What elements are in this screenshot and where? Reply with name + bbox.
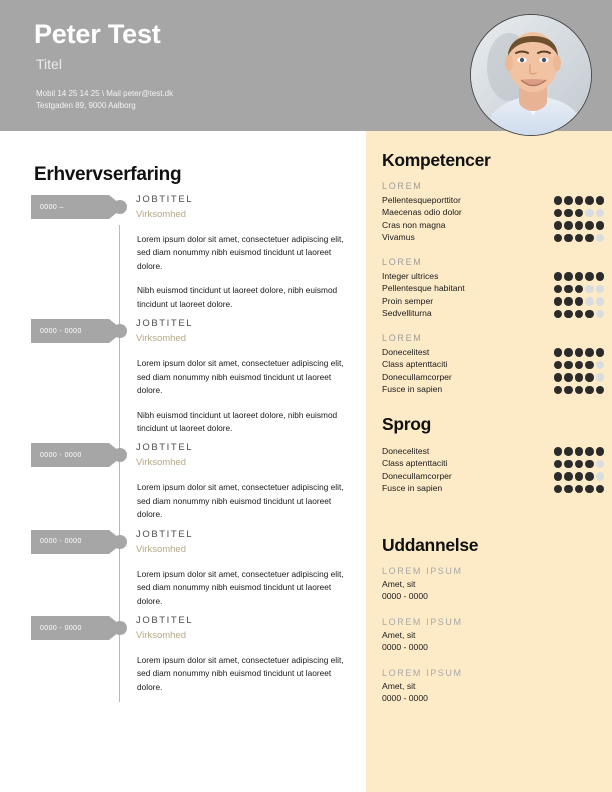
skill-rating-dots <box>554 361 605 370</box>
timeline-node-dot <box>113 621 127 635</box>
skill-row <box>382 483 604 496</box>
skill-row <box>382 470 604 483</box>
skill-row <box>382 346 604 359</box>
skill-name: Fusce in sapien <box>382 483 443 494</box>
skill-name: Donecelitest <box>382 346 430 357</box>
rating-dot-filled <box>564 221 573 230</box>
rating-dot-filled <box>585 472 594 481</box>
rating-dot-filled <box>575 272 584 281</box>
rating-dot-filled <box>575 209 584 218</box>
experience-paragraph: Lorem ipsum dolor sit amet, consectetuer adipiscing elit, sed diam nonummy nibh euismod tincidunt ut laoreet dolore. <box>137 655 344 692</box>
rating-dot-filled <box>554 234 563 243</box>
skill-rating-dots <box>554 447 605 456</box>
skill-rating-dots <box>554 221 605 230</box>
rating-dot-filled <box>564 373 573 382</box>
contact-line-phone-mail: Mobil 14 25 14 25 \ Mail peter@test.dk <box>36 88 174 98</box>
skill-rating-dots <box>554 460 605 469</box>
competence-group <box>382 257 604 320</box>
experience-entry-header <box>0 616 366 646</box>
rating-dot-filled <box>575 485 584 494</box>
rating-dot-empty <box>596 209 605 218</box>
experience-entry-header <box>0 195 366 225</box>
rating-dot-filled <box>585 348 594 357</box>
rating-dot-filled <box>585 373 594 382</box>
date-range-tag <box>31 319 109 343</box>
rating-dot-filled <box>575 348 584 357</box>
skill-name: Integer ultrices <box>382 270 439 281</box>
rating-dot-filled <box>575 196 584 205</box>
skill-row <box>382 458 604 471</box>
experience-entry-titles <box>136 194 193 221</box>
competence-group-label: LOREM <box>382 181 423 191</box>
skill-rating-dots <box>554 285 605 294</box>
rating-dot-filled <box>596 447 605 456</box>
rating-dot-filled <box>585 310 594 319</box>
date-range-label: 0000 – <box>40 203 64 211</box>
languages-group <box>382 445 604 495</box>
rating-dot-filled <box>575 460 584 469</box>
rating-dot-filled <box>564 386 573 395</box>
rating-dot-filled <box>575 285 584 294</box>
skill-name: Class aptenttaciti <box>382 359 448 370</box>
job-title: JOBTITEL <box>136 442 194 454</box>
skill-rating-dots <box>554 272 605 281</box>
rating-dot-filled <box>596 221 605 230</box>
rating-dot-empty <box>585 285 594 294</box>
rating-dot-empty <box>585 297 594 306</box>
skill-name: Class aptenttaciti <box>382 458 448 469</box>
job-title: JOBTITEL <box>136 318 194 330</box>
education-institution-label: LOREM IPSUM <box>382 566 463 576</box>
skill-row <box>382 384 604 397</box>
experience-entry <box>0 195 366 319</box>
skill-rating-dots <box>554 297 605 306</box>
competence-group <box>382 333 604 396</box>
competence-group-label: LOREM <box>382 333 423 343</box>
rating-dot-filled <box>596 272 605 281</box>
skill-row <box>382 270 604 283</box>
skill-row <box>382 359 604 372</box>
education-years: 0000 - 0000 <box>382 591 428 602</box>
skill-name: Cras non magna <box>382 219 446 230</box>
skill-name: Donecelitest <box>382 445 430 456</box>
experience-entry <box>0 319 366 443</box>
experience-paragraph: Lorem ipsum dolor sit amet, consectetuer adipiscing elit, sed diam nonummy nibh euismod tincidunt ut laoreet dolore. <box>137 482 344 520</box>
skill-name: Fusce in sapien <box>382 384 443 395</box>
date-range-label: 0000 - 0000 <box>40 327 82 335</box>
skill-rating-dots <box>554 472 605 481</box>
date-range-label: 0000 - 0000 <box>40 538 82 546</box>
rating-dot-filled <box>596 485 605 494</box>
rating-dot-filled <box>554 361 563 370</box>
rating-dot-filled <box>554 272 563 281</box>
rating-dot-filled <box>554 485 563 494</box>
rating-dot-filled <box>564 460 573 469</box>
experience-entry <box>0 530 366 616</box>
contact-line-address: Testgaden 89, 9000 Aalborg <box>36 101 136 111</box>
rating-dot-filled <box>585 221 594 230</box>
rating-dot-filled <box>585 272 594 281</box>
rating-dot-filled <box>564 209 573 218</box>
rating-dot-filled <box>585 485 594 494</box>
skill-rating-dots <box>554 310 605 319</box>
rating-dot-filled <box>554 285 563 294</box>
competence-group-label: LOREM <box>382 257 423 267</box>
date-range-tag <box>31 530 109 554</box>
rating-dot-empty <box>596 310 605 319</box>
experience-entry-body <box>119 349 366 443</box>
education-place: Amet, sit <box>382 629 416 640</box>
rating-dot-empty <box>585 209 594 218</box>
experience-paragraph: Lorem ipsum dolor sit amet, consectetuer adipiscing elit, sed diam nonummy nibh euismod tincidunt ut laoreet dolore. <box>137 358 344 396</box>
experience-paragraph: Nibh euismod tincidunt ut laoreet dolore, nibh euismod tincidunt ut laoreet dolore. <box>137 409 338 433</box>
rating-dot-filled <box>596 386 605 395</box>
rating-dot-filled <box>585 361 594 370</box>
rating-dot-filled <box>575 310 584 319</box>
rating-dot-filled <box>585 447 594 456</box>
date-range-label: 0000 - 0000 <box>40 624 82 632</box>
rating-dot-empty <box>596 373 605 382</box>
timeline-node-dot <box>113 200 127 214</box>
skill-row <box>382 445 604 458</box>
experience-paragraph: Nibh euismod tincidunt ut laoreet dolore, nibh euismod tincidunt ut laoreet dolore. <box>137 285 338 309</box>
rating-dot-filled <box>575 373 584 382</box>
languages-section-title: Sprog <box>382 414 432 434</box>
rating-dot-filled <box>564 234 573 243</box>
education-place: Amet, sit <box>382 680 416 691</box>
skill-row <box>382 283 604 296</box>
experience-entry-titles <box>136 442 193 469</box>
rating-dot-filled <box>564 348 573 357</box>
timeline-node-dot <box>113 448 127 462</box>
experience-entry-header <box>0 443 366 473</box>
skill-name: Donecullamcorper <box>382 470 452 481</box>
skill-rating-dots <box>554 196 605 205</box>
rating-dot-filled <box>596 196 605 205</box>
contact-info <box>36 88 414 113</box>
rating-dot-filled <box>575 297 584 306</box>
date-range-label: 0000 - 0000 <box>40 451 82 459</box>
rating-dot-filled <box>575 221 584 230</box>
competences-section-title: Kompetencer <box>382 150 491 170</box>
education-entry <box>382 566 604 603</box>
experience-column <box>0 131 366 792</box>
education-section-title: Uddannelse <box>382 535 479 555</box>
skill-row <box>382 308 604 321</box>
timeline-node-dot <box>113 535 127 549</box>
rating-dot-empty <box>596 472 605 481</box>
rating-dot-empty <box>596 361 605 370</box>
page-title: Peter Test <box>34 19 161 49</box>
rating-dot-filled <box>554 221 563 230</box>
header-text-block <box>34 20 414 112</box>
skill-row <box>382 194 604 207</box>
rating-dot-filled <box>575 234 584 243</box>
experience-entry-body <box>119 225 366 319</box>
timeline-node-dot <box>113 324 127 338</box>
skill-row <box>382 207 604 220</box>
company-name: Virksomhed <box>136 457 186 469</box>
sidebar-content <box>382 0 604 719</box>
experience-entry-titles <box>136 318 193 345</box>
company-name: Virksomhed <box>136 333 186 344</box>
rating-dot-filled <box>575 361 584 370</box>
rating-dot-filled <box>585 234 594 243</box>
rating-dot-filled <box>564 485 573 494</box>
experience-entry-body <box>119 560 366 616</box>
education-years: 0000 - 0000 <box>382 642 428 653</box>
skill-rating-dots <box>554 209 605 218</box>
rating-dot-filled <box>585 386 594 395</box>
rating-dot-filled <box>564 297 573 306</box>
experience-entry-titles <box>136 615 193 642</box>
rating-dot-empty <box>596 234 605 243</box>
experience-entry <box>0 616 366 702</box>
experience-entry <box>0 443 366 529</box>
job-title: JOBTITEL <box>136 615 194 626</box>
rating-dot-filled <box>554 310 563 319</box>
skill-name: Vivamus <box>382 232 415 243</box>
job-title: JOBTITEL <box>136 194 194 205</box>
experience-entry-body <box>119 646 366 702</box>
experience-section-title: Erhvervserfaring <box>34 164 182 185</box>
experience-entry-titles <box>136 529 193 556</box>
rating-dot-filled <box>564 361 573 370</box>
skill-row <box>382 371 604 384</box>
skill-name: Proin semper <box>382 295 434 306</box>
rating-dot-empty <box>596 285 605 294</box>
education-entry <box>382 668 604 705</box>
experience-entry-header <box>0 530 366 560</box>
skill-rating-dots <box>554 373 605 382</box>
education-place: Amet, sit <box>382 579 416 589</box>
skill-rating-dots <box>554 348 605 357</box>
date-range-tag <box>31 616 109 640</box>
rating-dot-filled <box>554 196 563 205</box>
competence-group <box>382 181 604 244</box>
rating-dot-filled <box>575 386 584 395</box>
education-institution-label: LOREM IPSUM <box>382 616 463 627</box>
experience-paragraph: Lorem ipsum dolor sit amet, consectetuer adipiscing elit, sed diam nonummy nibh euismod tincidunt ut laoreet dolore. <box>137 568 344 606</box>
rating-dot-filled <box>554 386 563 395</box>
skill-name: Pellentesque habitant <box>382 283 465 294</box>
experience-entry-body <box>119 473 366 529</box>
rating-dot-filled <box>564 196 573 205</box>
company-name: Virksomhed <box>136 543 186 555</box>
experience-entry-header <box>0 319 366 349</box>
rating-dot-filled <box>575 472 584 481</box>
education-entry <box>382 617 604 654</box>
skill-name: Maecenas odio dolor <box>382 207 462 218</box>
experience-timeline <box>0 195 366 702</box>
rating-dot-filled <box>554 460 563 469</box>
rating-dot-filled <box>554 297 563 306</box>
skill-name: Donecullamcorper <box>382 371 452 382</box>
rating-dot-filled <box>564 285 573 294</box>
rating-dot-empty <box>596 460 605 469</box>
company-name: Virksomhed <box>136 629 186 641</box>
rating-dot-filled <box>554 348 563 357</box>
education-years: 0000 - 0000 <box>382 693 428 704</box>
rating-dot-filled <box>596 348 605 357</box>
rating-dot-filled <box>564 447 573 456</box>
rating-dot-filled <box>575 447 584 456</box>
rating-dot-filled <box>554 373 563 382</box>
company-name: Virksomhed <box>136 208 186 220</box>
rating-dot-filled <box>554 447 563 456</box>
rating-dot-filled <box>585 460 594 469</box>
education-institution-label: LOREM IPSUM <box>382 667 463 678</box>
rating-dot-filled <box>554 209 563 218</box>
date-range-tag <box>31 443 109 467</box>
skill-rating-dots <box>554 485 605 494</box>
rating-dot-filled <box>564 310 573 319</box>
rating-dot-filled <box>564 272 573 281</box>
rating-dot-empty <box>596 297 605 306</box>
skill-rating-dots <box>554 234 605 243</box>
job-title: JOBTITEL <box>136 528 194 540</box>
skill-rating-dots <box>554 386 605 395</box>
experience-paragraph: Lorem ipsum dolor sit amet, consectetuer adipiscing elit, sed diam nonummy nibh euismod tincidunt ut laoreet dolore. <box>137 234 344 271</box>
skill-row <box>382 295 604 308</box>
date-range-tag <box>31 195 109 219</box>
rating-dot-filled <box>585 196 594 205</box>
skill-name: Sedvelliturna <box>382 308 432 319</box>
rating-dot-filled <box>564 472 573 481</box>
skill-row <box>382 219 604 232</box>
skill-row <box>382 232 604 245</box>
header-subtitle: Titel <box>36 55 62 72</box>
skill-name: Pellentesqueporttitor <box>382 194 461 205</box>
rating-dot-filled <box>554 472 563 481</box>
